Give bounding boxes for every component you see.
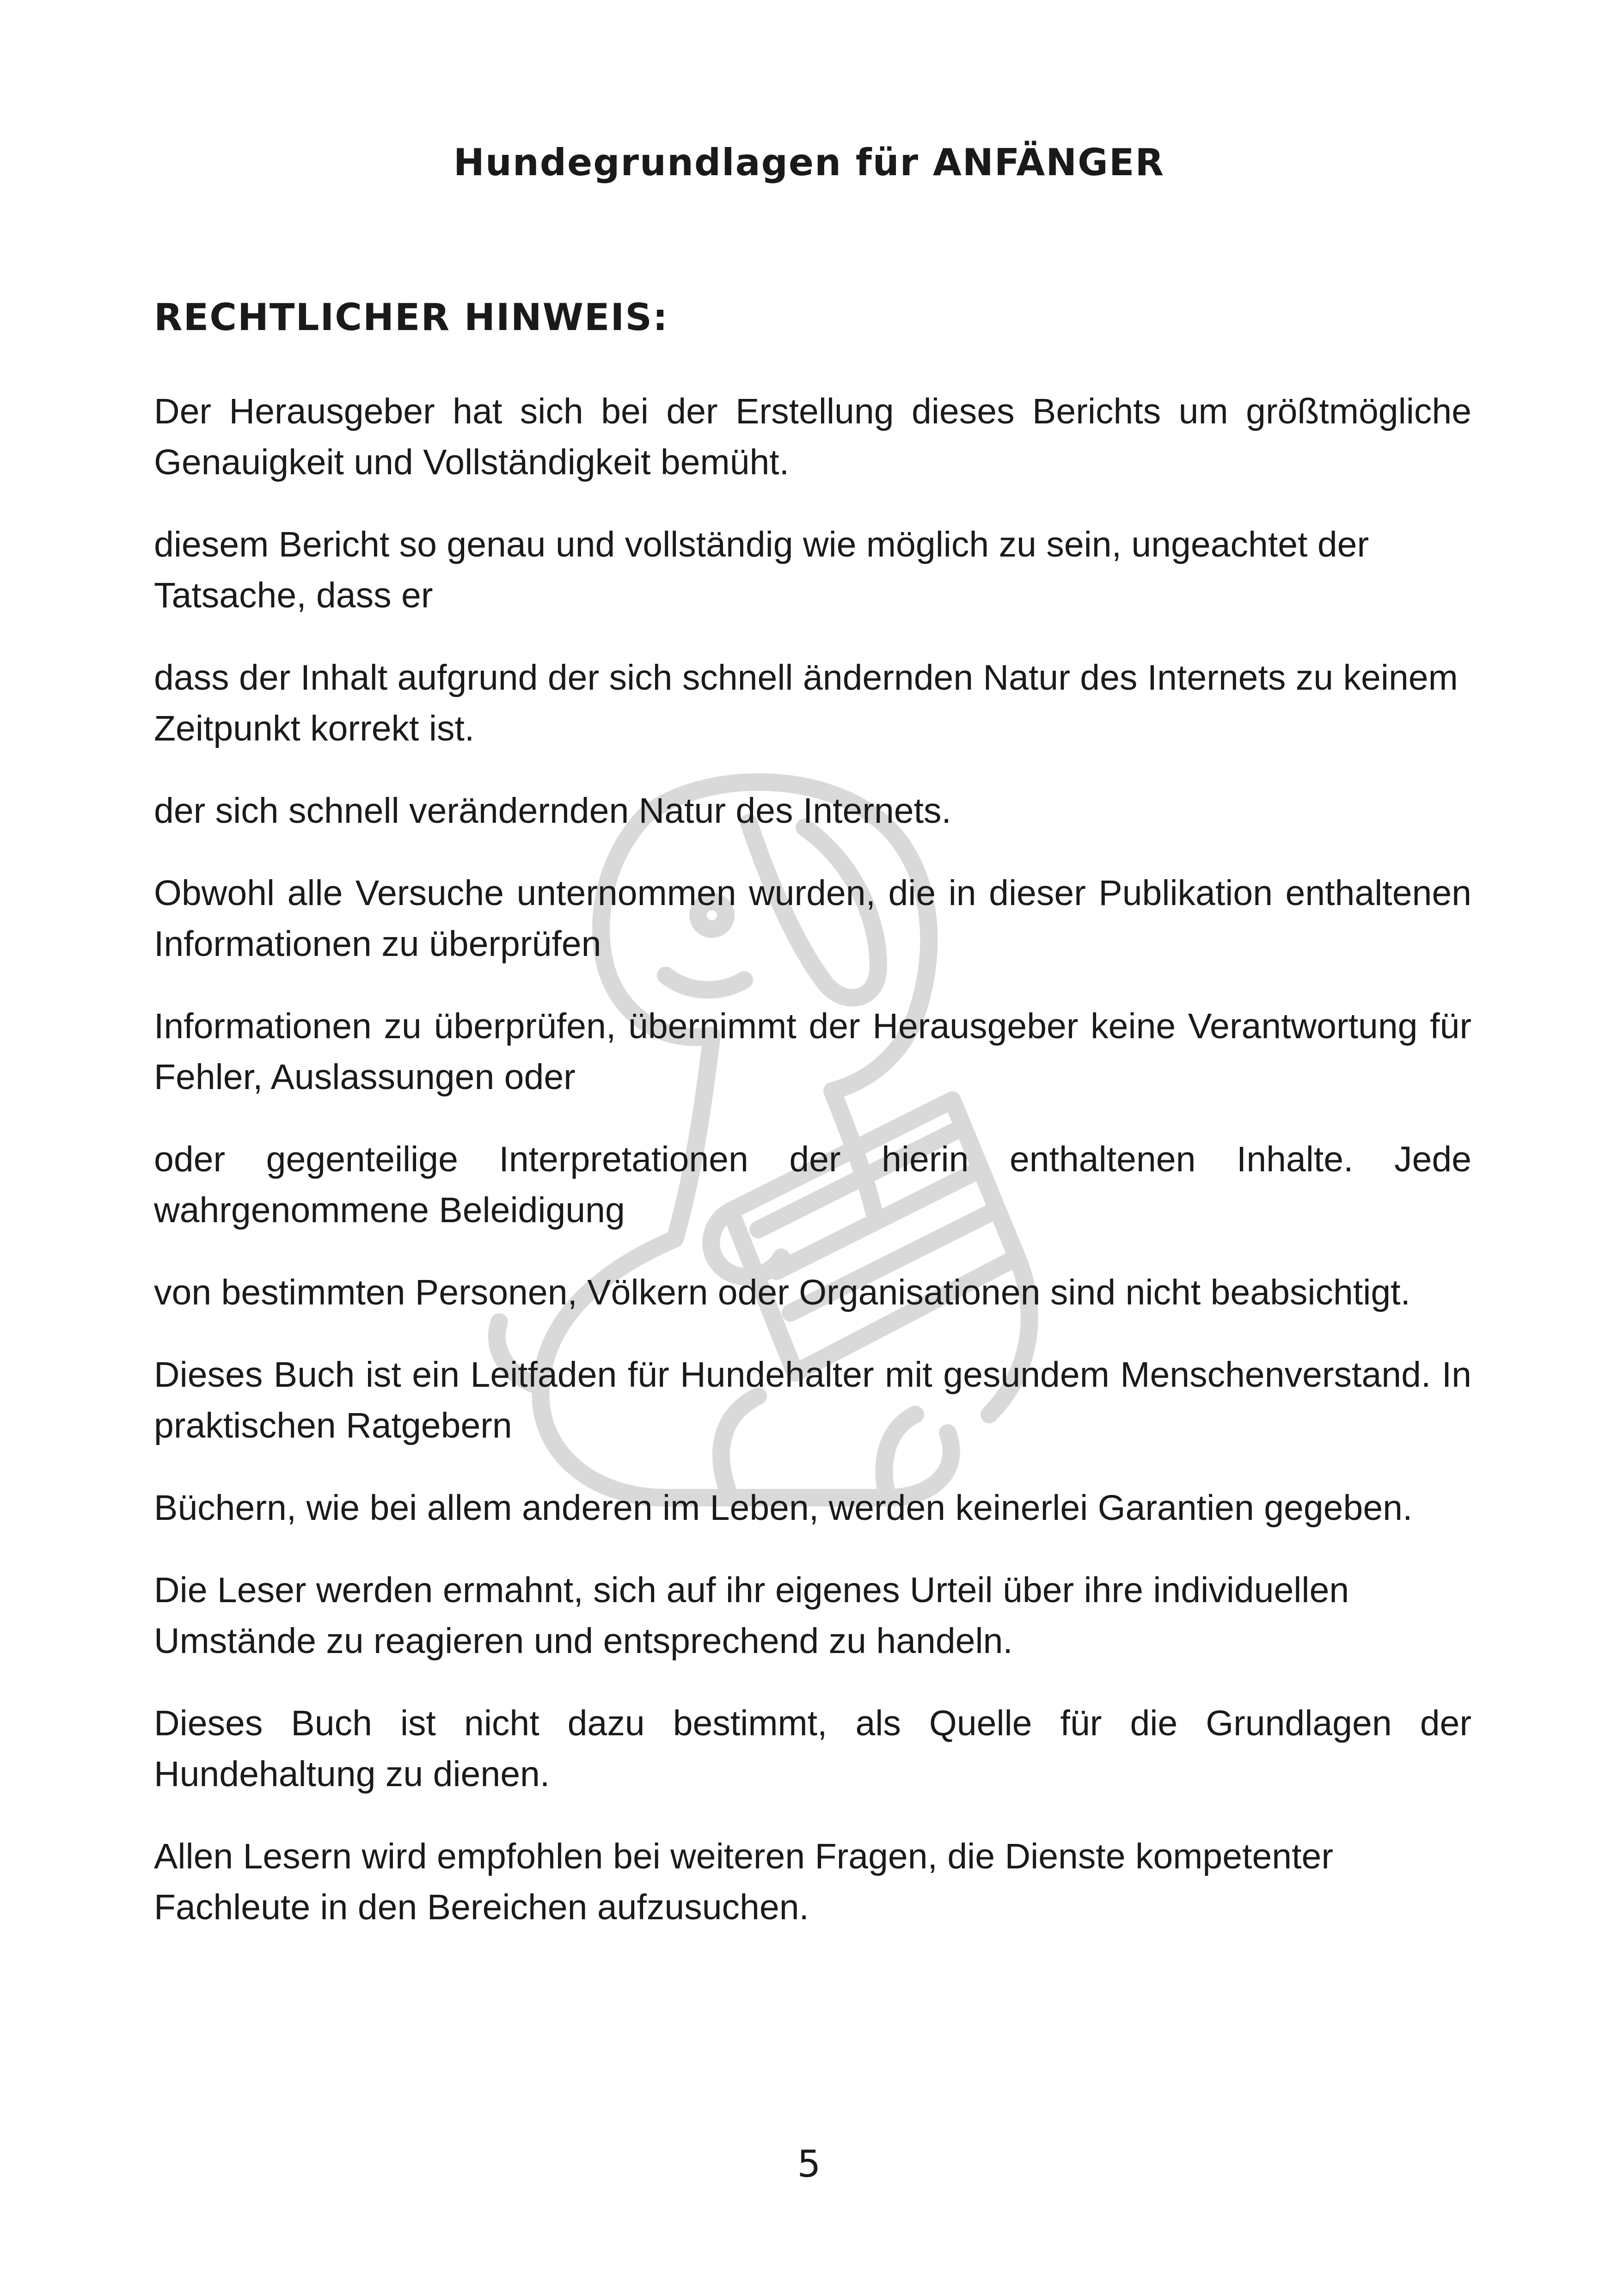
paragraph: Informationen zu überprüfen, übernimmt der Herausgeber keine Verantwortung für Fehler, Auslassungen oder (154, 1006, 1471, 1097)
document-title: Hundegrundlagen für ANFÄNGER (453, 141, 1165, 184)
paragraph: Allen Lesern wird empfohlen bei weiteren Fragen, die Dienste kompetenter Fachleute in den Bereichen aufzusuchen. (154, 1837, 1333, 1927)
paragraph: dass der Inhalt aufgrund der sich schnell ändernden Natur des Internets zu keinem Zeitpunkt korrekt ist. (154, 658, 1458, 748)
disclaimer-body (154, 386, 1471, 1964)
paragraph: Dieses Buch ist nicht dazu bestimmt, als Quelle für die Grundlagen der Hundehaltung zu dienen. (154, 1703, 1471, 1794)
paragraph: Der Herausgeber hat sich bei der Erstellung dieses Berichts um größtmögliche Genauigkeit und Vollständigkeit bemüht. (154, 392, 1471, 482)
paragraph: von bestimmten Personen, Völkern oder Organisationen sind nicht beabsichtigt. (154, 1273, 1410, 1312)
paragraph: Die Leser werden ermahnt, sich auf ihr eigenes Urteil über ihre individuellen Umstände zu reagieren und entsprechend zu handeln. (154, 1570, 1349, 1661)
paragraph: der sich schnell verändernden Natur des Internets. (154, 791, 951, 831)
page-number: 5 (797, 2143, 821, 2186)
paragraph: diesem Bericht so genau und vollständig wie möglich zu sein, ungeachtet der Tatsache, dass er (154, 525, 1369, 615)
paragraph: oder gegenteilige Interpretationen der hierin enthaltenen Inhalte. Jede wahrgenommene Beleidigung (154, 1139, 1471, 1230)
paragraph: Dieses Buch ist ein Leitfaden für Hundehalter mit gesundem Menschenverstand. In praktischen Ratgebern (154, 1355, 1471, 1445)
paragraph: Büchern, wie bei allem anderen im Leben, werden keinerlei Garantien gegeben. (154, 1488, 1413, 1528)
paragraph: Obwohl alle Versuche unternommen wurden, die in dieser Publikation enthaltenen Informationen zu überprüfen (154, 873, 1471, 964)
section-heading: RECHTLICHER HINWEIS: (154, 296, 668, 339)
